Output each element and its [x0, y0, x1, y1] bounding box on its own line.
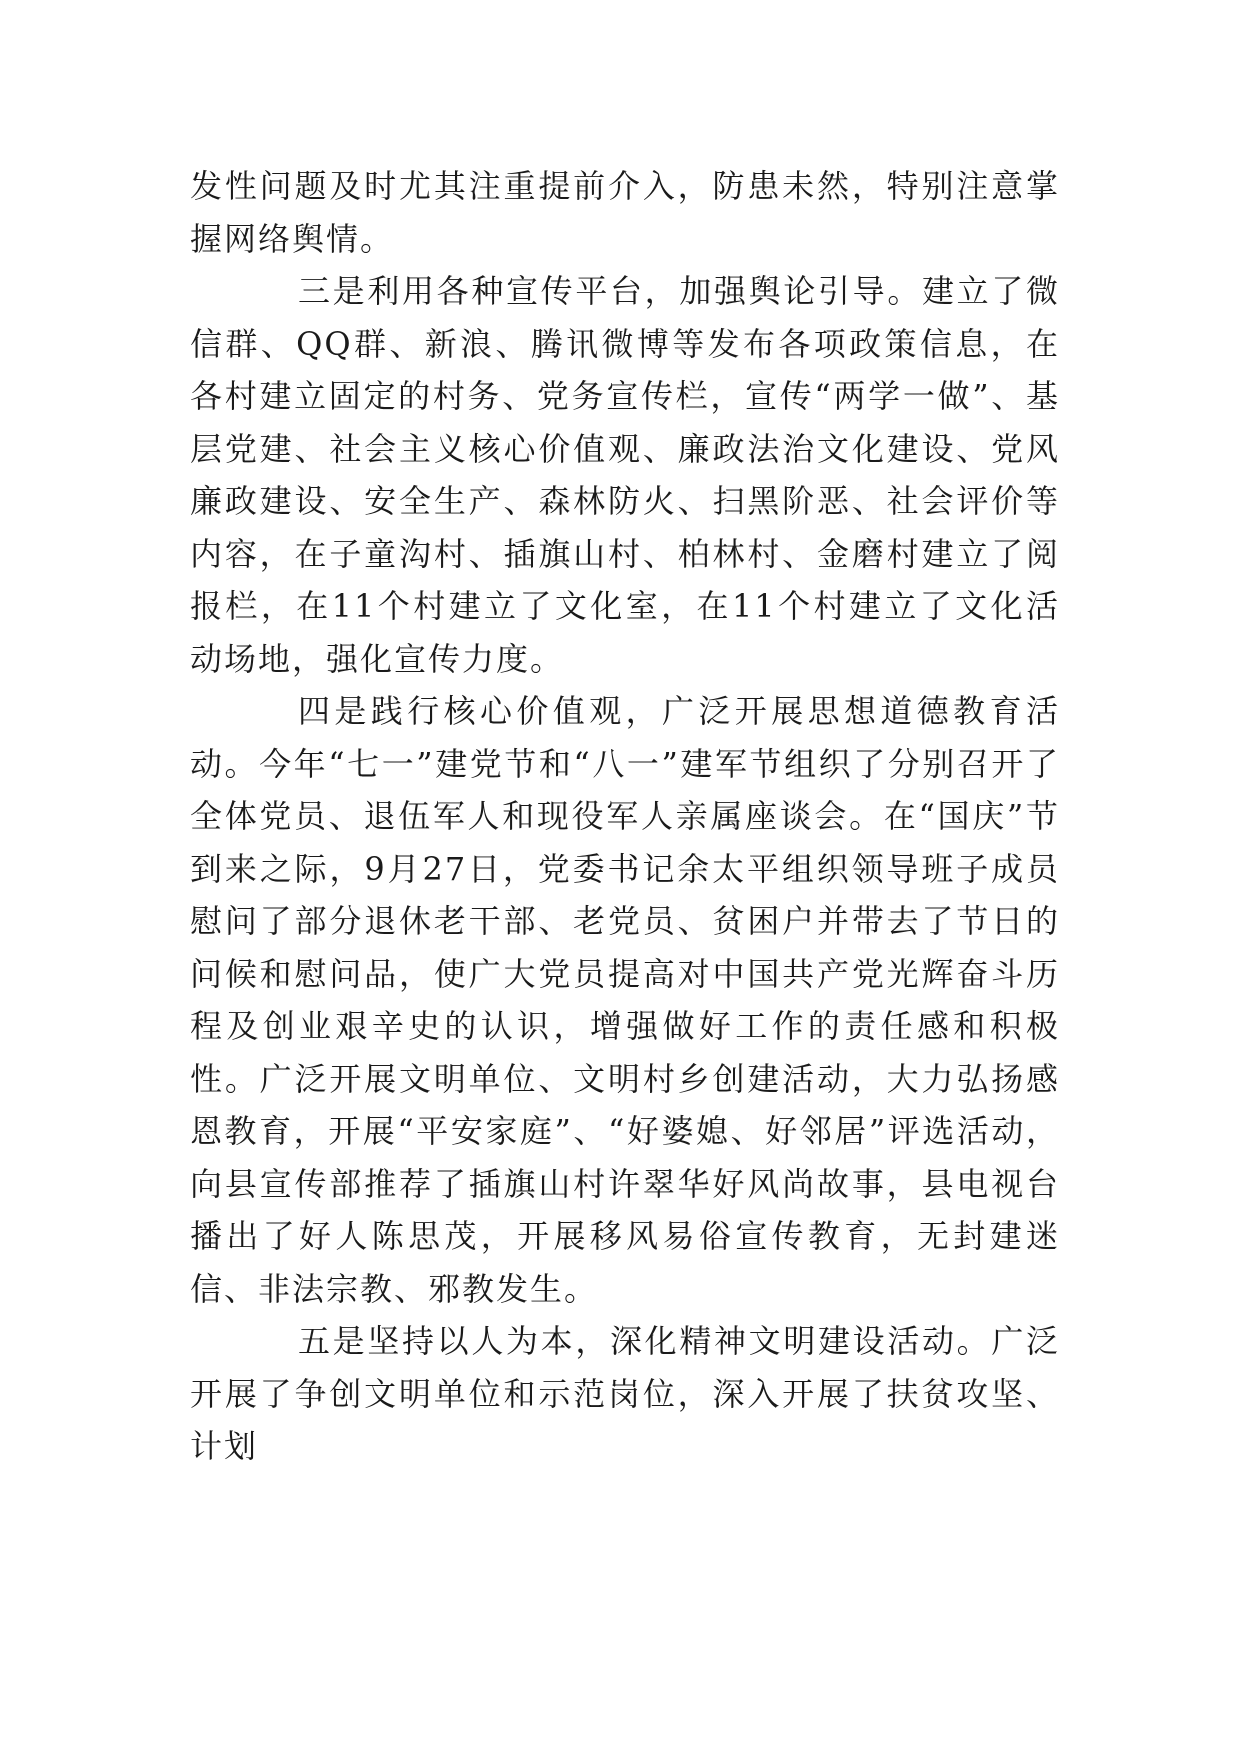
document-body — [190, 160, 1060, 1473]
paragraph-spiritual-civilization: 五是坚持以人为本，深化精神文明建设活动。广泛开展了争创文明单位和示范岗位，深入开展了扶贫攻坚、计划 — [190, 1322, 1060, 1465]
paragraph-continuation: 发性问题及时尤其注重提前介入，防患未然，特别注意掌握网络舆情。 — [190, 167, 1060, 258]
paragraph-core-values: 四是践行核心价值观，广泛开展思想道德教育活动。今年“七一”建党节和“八一”建军节组织了分别召开了全体党员、退伍军人和现役军人亲属座谈会。在“国庆”节到来之际，9月27日，党委书记余太平组织领导班子成员慰问了部分退休老干部、老党员、贫困户并带去了节日的问候和慰问品，使广大党员提高对中国共产党光辉奋斗历程及创业艰辛史的认识，增强做好工作的责任感和积极性。广泛开展文明单位、文明村乡创建活动，大力弘扬感恩教育，开展“平安家庭”、“好婆媳、好邻居”评选活动，向县宣传部推荐了插旗山村许翠华好风尚故事，县电视台播出了好人陈思茂，开展移风易俗宣传教育，无封建迷信、非法宗教、邪教发生。 — [190, 692, 1060, 1308]
paragraph-publicity-platforms: 三是利用各种宣传平台，加强舆论引导。建立了微信群、QQ群、新浪、腾讯微博等发布各项政策信息，在各村建立固定的村务、党务宣传栏，宣传“两学一做”、基层党建、社会主义核心价值观、廉政法治文化建设、党风廉政建设、安全生产、森林防火、扫黑阶恶、社会评价等内容，在子童沟村、插旗山村、柏林村、金磨村建立了阅报栏，在11个村建立了文化室，在11个村建立了文化活动场地，强化宣传力度。 — [190, 272, 1060, 678]
